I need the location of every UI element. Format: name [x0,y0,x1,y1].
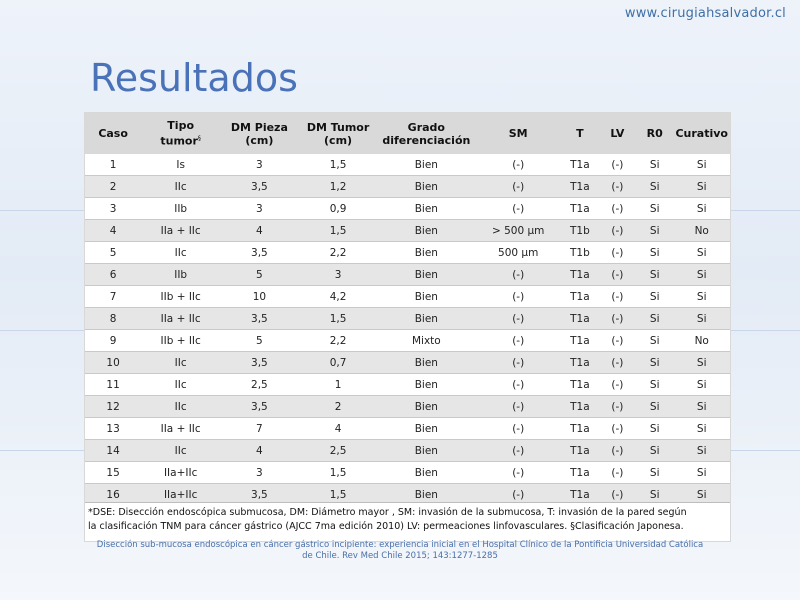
table-cell: IIc [141,176,220,198]
citation-line: Disección sub-mucosa endoscópica en cáncer gástrico incipiente: experiencia inicial en el Hospital Clínico de la Pontificia Universidad Católica [96,540,704,550]
table-cell: Si [636,396,673,418]
footnote-marker: § [197,135,201,143]
column-header [299,113,378,154]
table-cell: T1a [561,176,599,198]
table-cell: (-) [475,330,561,352]
table-cell: (-) [475,198,561,220]
column-header-label: (cm) [324,133,353,147]
table-cell: (-) [599,220,636,242]
table-cell: T1a [561,418,599,440]
table-cell: Bien [377,352,475,374]
table-cell: Si [673,176,730,198]
table-cell: 1,5 [299,220,378,242]
table-cell: Si [636,374,673,396]
results-table [85,113,730,505]
table-cell: T1a [561,330,599,352]
table-cell: (-) [599,264,636,286]
table-cell: Si [636,484,673,506]
table-cell: Bien [414,158,438,171]
table-cell: Si [636,220,673,242]
table-cell: Mixto [377,330,475,352]
table-cell: IIc [141,396,220,418]
table-cell: T1a [561,264,599,286]
column-header [85,113,141,154]
table-cell: Si [673,374,730,396]
table-cell: (-) [475,176,561,198]
table-cell: (-) [599,308,636,330]
table-cell: (-) [475,484,561,506]
table-cell: 3 [220,462,299,484]
table-cell: IIb [141,264,220,286]
column-header-label: Grado [407,120,445,134]
table-cell: 12 [85,396,141,418]
table-cell: 1,2 [299,176,378,198]
table-cell: IIa + IIc [141,220,220,242]
table-cell: 6 [85,264,141,286]
column-header-label: (cm) [245,133,274,147]
table-cell: Si [673,264,730,286]
table-cell: 3,5 [220,396,299,418]
table-cell: 4 [220,220,299,242]
table-cell: (-) [599,242,636,264]
table-row [85,154,730,176]
table-cell: 3 [85,198,141,220]
table-cell: Bien [377,462,475,484]
table-cell: IIa + IIc [141,418,220,440]
table-cell: Si [636,418,673,440]
table-cell: 3,5 [220,242,299,264]
table-cell: 3,5 [220,176,299,198]
table-cell: IIa+IIc [141,462,220,484]
table-cell: > 500 µm [475,220,561,242]
table-cell: T1a [561,374,599,396]
table-cell: (-) [599,484,636,506]
table-cell: 1 [109,158,117,171]
table-cell: Bien [377,308,475,330]
table-cell: 15 [85,462,141,484]
table-cell: T1a [561,352,599,374]
table-cell: 4 [299,418,378,440]
table-cell: 10 [220,286,299,308]
table-cell: 3,5 [220,352,299,374]
table-cell: IIc [141,440,220,462]
table-cell: Si [636,286,673,308]
table-cell: 1,5 [299,484,378,506]
table-cell: 500 µm [475,242,561,264]
column-header-label: Curativo [675,127,728,140]
table-cell: 3 [299,264,378,286]
table-cell: IIc [141,374,220,396]
table-cell: Bien [377,440,475,462]
table-cell: Si [636,264,673,286]
table-row [85,418,730,440]
table-cell: T1a [570,158,590,171]
table-cell: (-) [599,198,636,220]
table-cell: (-) [475,264,561,286]
table-cell: (-) [475,396,561,418]
table-cell: T1a [561,198,599,220]
column-header [475,113,561,154]
table-cell: 0,7 [299,352,378,374]
column-header-label: DM Pieza [230,120,288,134]
table-cell: 2,2 [299,330,378,352]
table-cell: IIc [141,352,220,374]
table-cell: Si [649,158,660,171]
table-cell: Bien [377,418,475,440]
table-cell: No [673,330,730,352]
table-cell: 3,5 [220,308,299,330]
table-cell: Si [673,440,730,462]
table-cell: IIc [141,242,220,264]
table-cell: T1b [561,220,599,242]
footnote-line: la clasificación TNM para cáncer gástrico (AJCC 7ma edición 2010) LV: permeaciones linfovasculares. §Clasificación Japonesa. [88,521,684,532]
column-header [141,113,220,154]
table-cell: 2,2 [299,242,378,264]
table-cell: 7 [85,286,141,308]
table-cell: (-) [475,462,561,484]
table-cell: 7 [220,418,299,440]
table-cell: 14 [85,440,141,462]
table-cell: 9 [85,330,141,352]
footnote-line: *DSE: Disección endoscópica submucosa, DM: Diámetro mayor , SM: invasión de la submucosa, T: invasión de la pared según [88,507,687,518]
table-row [85,308,730,330]
column-header [599,113,636,154]
column-header-label: Caso [98,127,128,140]
table-row [85,286,730,308]
table-cell: T1a [561,308,599,330]
table-cell: 4 [85,220,141,242]
citation-line: de Chile. Rev Med Chile 2015; 143:1277-1285 [302,551,498,561]
table-row [85,440,730,462]
table-cell: 1,5 [299,462,378,484]
table-cell: (-) [475,440,561,462]
table-cell: (-) [611,158,624,171]
column-header [673,113,730,154]
table-cell: (-) [475,374,561,396]
table-cell: IIa+IIc [141,484,220,506]
table-cell: Si [636,176,673,198]
table-cell: 5 [220,330,299,352]
table-cell: Si [673,396,730,418]
column-header-label: R0 [646,127,663,140]
table-cell: Si [636,440,673,462]
table-cell: Bien [377,484,475,506]
table-row [85,330,730,352]
table-cell: Si [636,462,673,484]
table-cell: Si [636,198,673,220]
table-cell: (-) [599,176,636,198]
table-cell: Bien [377,264,475,286]
table-body [85,154,730,505]
table-cell: 8 [85,308,141,330]
table-cell: Si [636,330,673,352]
table-cell: Bien [377,396,475,418]
table-cell: (-) [475,308,561,330]
results-table-container [84,112,731,542]
table-cell: 3 [256,158,263,171]
table-cell: 1,5 [329,158,347,171]
table-cell: 5 [220,264,299,286]
table-cell: Bien [377,286,475,308]
table-cell: Si [696,158,707,171]
table-row [85,352,730,374]
table-cell: (-) [475,286,561,308]
table-cell: 11 [85,374,141,396]
column-header [377,113,475,154]
table-cell: 4,2 [299,286,378,308]
table-cell: (-) [599,330,636,352]
table-row [85,220,730,242]
table-cell: IIb [141,198,220,220]
table-cell: Bien [377,374,475,396]
column-header-label: DM Tumor [306,120,370,134]
table-cell: (-) [475,418,561,440]
table-cell: Si [673,484,730,506]
column-header [636,113,673,154]
column-header-label: Tipo [167,119,195,133]
table-cell: 4 [220,440,299,462]
table-cell: (-) [512,158,525,171]
table-cell: IIa + IIc [141,308,220,330]
table-cell: 1 [299,374,378,396]
table-cell: Si [673,242,730,264]
table-cell: Si [673,286,730,308]
table-cell: 3 [220,198,299,220]
table-cell: Si [673,352,730,374]
table-cell: (-) [599,418,636,440]
column-header-label: tumor [160,134,198,148]
table-cell: 16 [85,484,141,506]
table-row [85,242,730,264]
table-cell: Bien [377,176,475,198]
table-header-row [85,113,730,154]
table-cell: 2 [299,396,378,418]
table-cell: Is [176,158,185,171]
table-row [85,374,730,396]
table-cell: 13 [85,418,141,440]
table-cell: (-) [599,440,636,462]
table-row [85,462,730,484]
table-cell: (-) [599,352,636,374]
table-footnote [85,502,730,540]
table-cell: T1a [561,396,599,418]
table-row [85,198,730,220]
column-header [561,113,599,154]
slide-title: Resultados [90,56,298,100]
table-cell: (-) [599,286,636,308]
table-cell: (-) [599,462,636,484]
table-cell: T1a [561,440,599,462]
table-cell: 5 [85,242,141,264]
table-cell: (-) [599,396,636,418]
table-cell: Si [636,242,673,264]
table-row [85,396,730,418]
site-url: www.cirugiahsalvador.cl [624,6,786,21]
table-row [85,264,730,286]
table-cell: Bien [377,220,475,242]
table-cell: 10 [85,352,141,374]
column-header [220,113,299,154]
table-cell: (-) [475,352,561,374]
table-cell: Si [636,352,673,374]
table-cell: Si [673,198,730,220]
table-cell: (-) [599,374,636,396]
column-header-label: T [576,127,584,140]
column-header-label: diferenciación [382,133,471,147]
table-cell: IIb + IIc [141,286,220,308]
table-cell: No [673,220,730,242]
table-cell: Si [673,418,730,440]
table-cell: T1a [561,484,599,506]
column-header-label: SM [508,127,528,140]
table-cell: IIb + IIc [141,330,220,352]
table-cell: 3,5 [220,484,299,506]
table-row [85,176,730,198]
table-cell: T1b [561,242,599,264]
table-cell: Bien [377,242,475,264]
table-cell: 2,5 [299,440,378,462]
table-cell: 2 [85,176,141,198]
table-cell: 2,5 [220,374,299,396]
table-cell: T1a [561,286,599,308]
source-citation [40,540,760,562]
table-cell: Si [673,462,730,484]
table-cell: Si [673,308,730,330]
table-cell: 0,9 [299,198,378,220]
table-cell: Bien [377,198,475,220]
table-cell: Si [636,308,673,330]
column-header-label: LV [610,127,625,140]
table-cell: T1a [561,462,599,484]
table-cell: 1,5 [299,308,378,330]
